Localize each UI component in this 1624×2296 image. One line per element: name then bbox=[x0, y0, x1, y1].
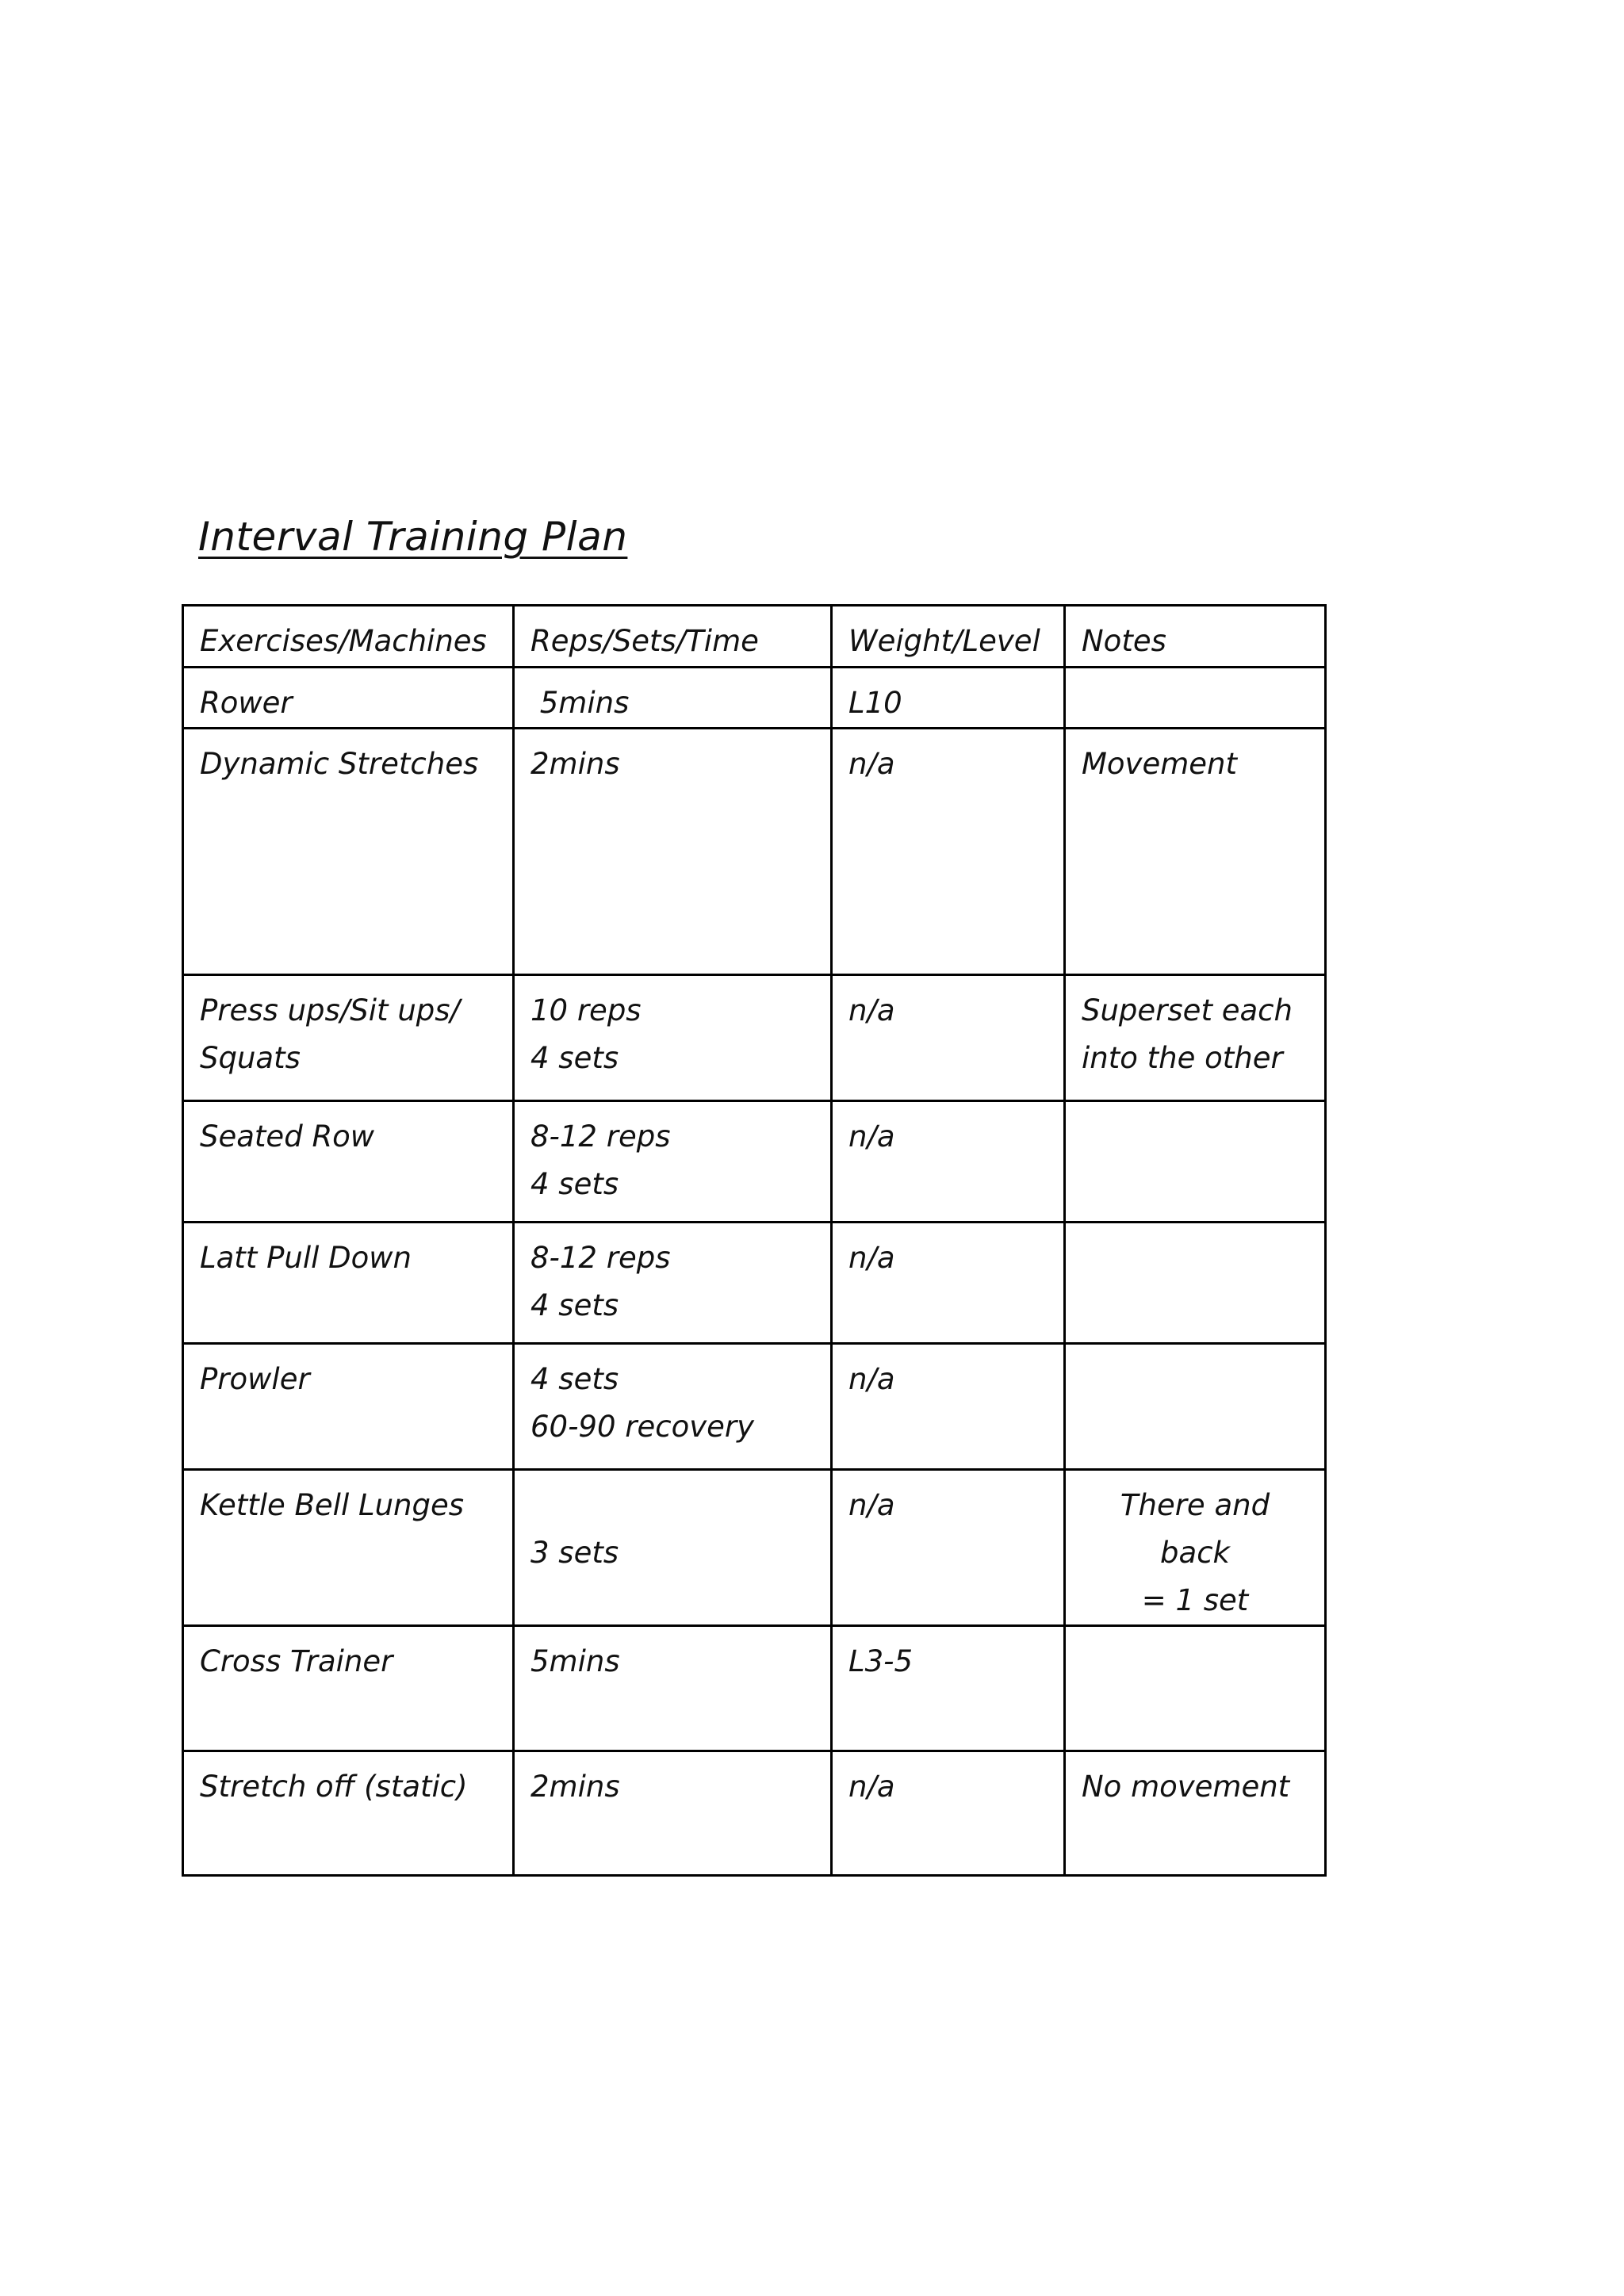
reps-cell: 5mins bbox=[514, 668, 832, 729]
exercise-cell: Dynamic Stretches bbox=[183, 729, 514, 975]
notes-cell: No movement bbox=[1065, 1751, 1326, 1876]
weight-cell: n/a bbox=[832, 1751, 1065, 1876]
header-cell-notes: Notes bbox=[1065, 606, 1326, 668]
header-cell-weight: Weight/Level bbox=[832, 606, 1065, 668]
table-row bbox=[183, 729, 1326, 975]
reps-cell: 3 sets bbox=[514, 1470, 832, 1626]
notes-cell bbox=[1065, 1223, 1326, 1344]
notes-cell: Superset each into the other bbox=[1065, 975, 1326, 1101]
header-cell-exercises: Exercises/Machines bbox=[183, 606, 514, 668]
table-row bbox=[183, 668, 1326, 729]
exercise-cell: Rower bbox=[183, 668, 514, 729]
table-row bbox=[183, 1626, 1326, 1751]
weight-cell: n/a bbox=[832, 729, 1065, 975]
training-plan-table bbox=[182, 604, 1327, 1877]
notes-cell bbox=[1065, 1626, 1326, 1751]
weight-cell: n/a bbox=[832, 1344, 1065, 1470]
reps-cell: 8-12 reps 4 sets bbox=[514, 1223, 832, 1344]
weight-cell: n/a bbox=[832, 1223, 1065, 1344]
exercise-cell: Cross Trainer bbox=[183, 1626, 514, 1751]
weight-cell: L10 bbox=[832, 668, 1065, 729]
reps-cell: 8-12 reps 4 sets bbox=[514, 1101, 832, 1223]
reps-cell: 4 sets 60-90 recovery bbox=[514, 1344, 832, 1470]
reps-cell: 10 reps 4 sets bbox=[514, 975, 832, 1101]
notes-cell bbox=[1065, 668, 1326, 729]
reps-cell: 2mins bbox=[514, 729, 832, 975]
table-header-row bbox=[183, 606, 1326, 668]
header-cell-reps: Reps/Sets/Time bbox=[514, 606, 832, 668]
exercise-cell: Press ups/Sit ups/ Squats bbox=[183, 975, 514, 1101]
notes-cell bbox=[1065, 1344, 1326, 1470]
exercise-cell: Prowler bbox=[183, 1344, 514, 1470]
notes-cell bbox=[1065, 1101, 1326, 1223]
weight-cell: L3-5 bbox=[832, 1626, 1065, 1751]
reps-cell: 2mins bbox=[514, 1751, 832, 1876]
weight-cell: n/a bbox=[832, 1101, 1065, 1223]
table-row bbox=[183, 1751, 1326, 1876]
table-row bbox=[183, 975, 1326, 1101]
table-row bbox=[183, 1101, 1326, 1223]
exercise-cell: Seated Row bbox=[183, 1101, 514, 1223]
exercise-cell: Latt Pull Down bbox=[183, 1223, 514, 1344]
table-row bbox=[183, 1223, 1326, 1344]
exercise-cell: Kettle Bell Lunges bbox=[183, 1470, 514, 1626]
reps-cell: 5mins bbox=[514, 1626, 832, 1751]
table-row bbox=[183, 1344, 1326, 1470]
page-title: Interval Training Plan bbox=[198, 514, 628, 560]
weight-cell: n/a bbox=[832, 975, 1065, 1101]
notes-cell: There and back = 1 set bbox=[1065, 1470, 1326, 1626]
weight-cell: n/a bbox=[832, 1470, 1065, 1626]
notes-cell: Movement bbox=[1065, 729, 1326, 975]
exercise-cell: Stretch off (static) bbox=[183, 1751, 514, 1876]
table-row bbox=[183, 1470, 1326, 1626]
